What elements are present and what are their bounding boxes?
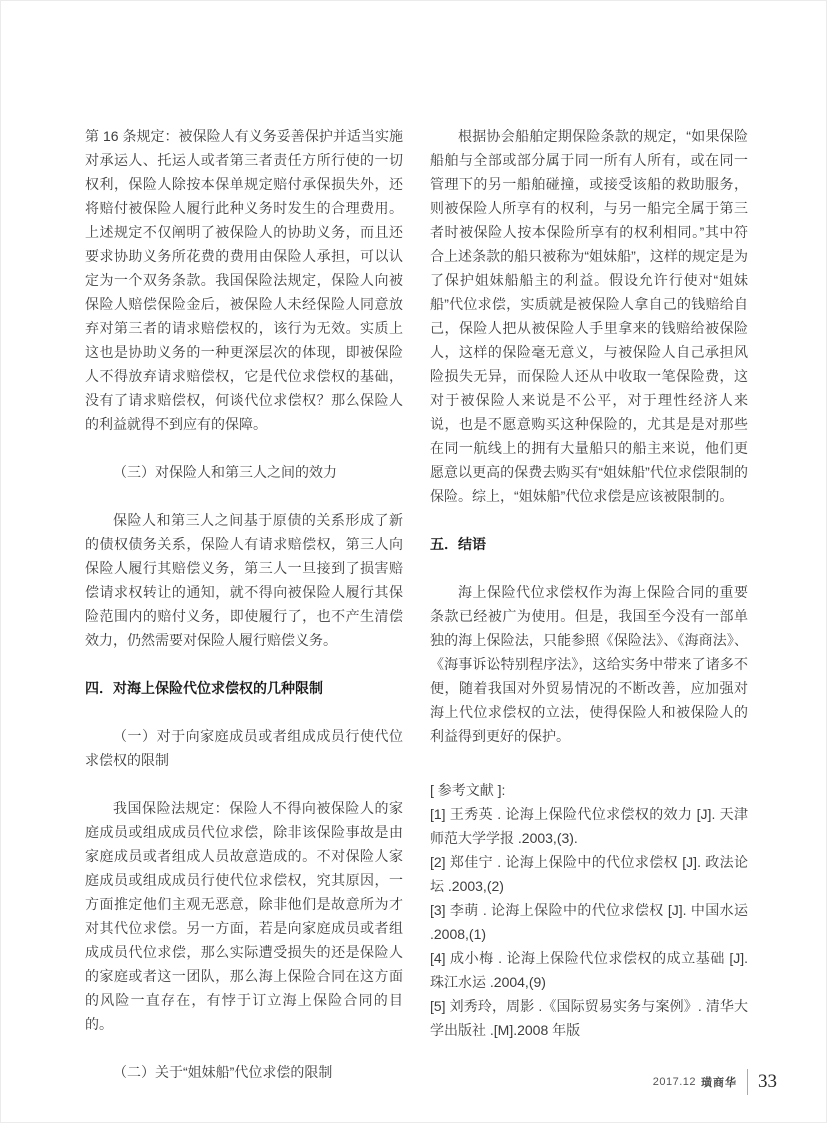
right-column — [430, 124, 748, 1108]
references — [430, 778, 748, 1042]
paragraph-conclusion: 海上保险代位求偿权作为海上保险合同的重要条款已经被广为使用。但是，我国至今没有一部单独的海上保险法，只能参照《保险法》、《海商法》、《海事诉讼特别程序法》，这给实务中带来了诸多不便，随着我国对外贸易情况的不断改善，应加强对海上代位求偿权的立法，使得保险人和被保险人的利益得到更好的保护。 — [430, 584, 748, 744]
reference-item: [4] 成小梅 . 论海上保险代位求偿权的成立基础 [J]. 珠江水运 .2004,(9) — [430, 950, 748, 990]
page-footer — [653, 1069, 777, 1095]
section-heading-5: 五．结语 — [430, 536, 486, 552]
article-body — [85, 124, 748, 1108]
subsection-heading-4-1: （一）对于向家庭成员或者组成成员行使代位求偿权的限制 — [85, 728, 403, 768]
footer-issue-date: 2017.12 — [652, 1076, 696, 1088]
left-column — [85, 124, 403, 1108]
reference-item: [3] 李萌 . 论海上保险中的代位求偿权 [J]. 中国水运 .2008,(1) — [430, 902, 748, 942]
subsection-heading-4-2: （二）关于“姐妹船”代位求偿的限制 — [113, 1064, 333, 1080]
references-header: [ 参考文献 ]: — [430, 782, 506, 798]
reference-item: [5] 刘秀玲，周影 .《国际贸易实务与案例》. 清华大学出版社 .[M].2008 年版 — [430, 998, 748, 1038]
paragraph-clause16: 第 16 条规定：被保险人有义务妥善保护并适当实施对承运人、托运人或者第三者责任方所行使的一切权利，保险人除按本保单规定赔付承保损失外，还将赔付被保险人履行此种义务时发生的合理费用。上述规定不仅阐明了被保险人的协助义务，而且还要求协助义务所花费的费用由保险人承担，可以认定为一个双务条款。我国保险法规定，保险人向被保险人赔偿保险金后，被保险人未经保险人同意放弃对第三者的请求赔偿权的，该行为无效。实质上这也是协助义务的一种更深层次的体现，即被保险人不得放弃请求赔偿权，它是代位求偿权的基础，没有了请求赔偿权，何谈代位求偿权？那么保险人的利益就得不到应有的保障。 — [85, 128, 403, 432]
subsection-heading-3: （三）对保险人和第三人之间的效力 — [113, 464, 337, 480]
footer-journal-name: 璜商华 — [701, 1077, 737, 1089]
paragraph-family-members: 我国保险法规定：保险人不得向被保险人的家庭成员或组成成员代位求偿，除非该保险事故是由家庭成员或者组成人员故意造成的。不对保险人家庭成员或组成成员行使代位求偿权，究其原因，一方面推定他们主观无恶意，除非他们是故意所为才对其代位求偿。另一方面，若是向家庭成员或者组成成员代位求偿，那么实际遭受损失的还是保险人的家庭或者这一团队，那么海上保险合同在这方面的风险一直存在，有悖于订立海上保险合同的目的。 — [85, 800, 403, 1032]
footer-divider — [747, 1069, 748, 1095]
paragraph-third-party-effect: 保险人和第三人之间基于原债的关系形成了新的债权债务关系，保险人有请求赔偿权，第三人向保险人履行其赔偿义务，第三人一旦接到了损害赔偿请求权转让的通知，就不得向被保险人履行其保险范围内的赔付义务，即使履行了，也不产生清偿效力，仍然需要对保险人履行赔偿义务。 — [85, 512, 403, 648]
paragraph-sister-ship: 根据协会船舶定期保险条款的规定，“如果保险船舶与全部或部分属于同一所有人所有，或在同一管理下的另一船舶碰撞，或接受该船的救助服务，则被保险人所享有的权利，与另一船完全属于第三者时被保险人按本保险所享有的权利相同。”其中符合上述条款的船只被称为“姐妹船”，这样的规定是为了保护姐妹船船主的利益。假设允许行使对“姐妹船”代位求偿，实质就是被保险人拿自己的钱赔给自己，保险人把从被保险人手里拿来的钱赔给被保险人，这样的保险毫无意义，与被保险人自己承担风险损失无异，而保险人还从中收取一笔保险费，这对于被保险人来说是不公平，对于理性经济人来说，也是不愿意购买这种保险的，尤其是是对那些在同一航线上的拥有大量船只的船主来说，他们更愿意以更高的保费去购买有“姐妹船”代位求偿限制的保险。综上，“姐妹船”代位求偿是应该被限制的。 — [430, 128, 748, 504]
section-heading-4: 四．对海上保险代位求偿权的几种限制 — [85, 680, 323, 696]
reference-item: [2] 郑佳宁 . 论海上保险中的代位求偿权 [J]. 政法论坛 .2003,(2) — [430, 854, 748, 894]
reference-item: [1] 王秀英 . 论海上保险代位求偿权的效力 [J]. 天津师范大学学报 .2003,(3). — [430, 806, 748, 846]
page-number: 33 — [758, 1071, 777, 1092]
